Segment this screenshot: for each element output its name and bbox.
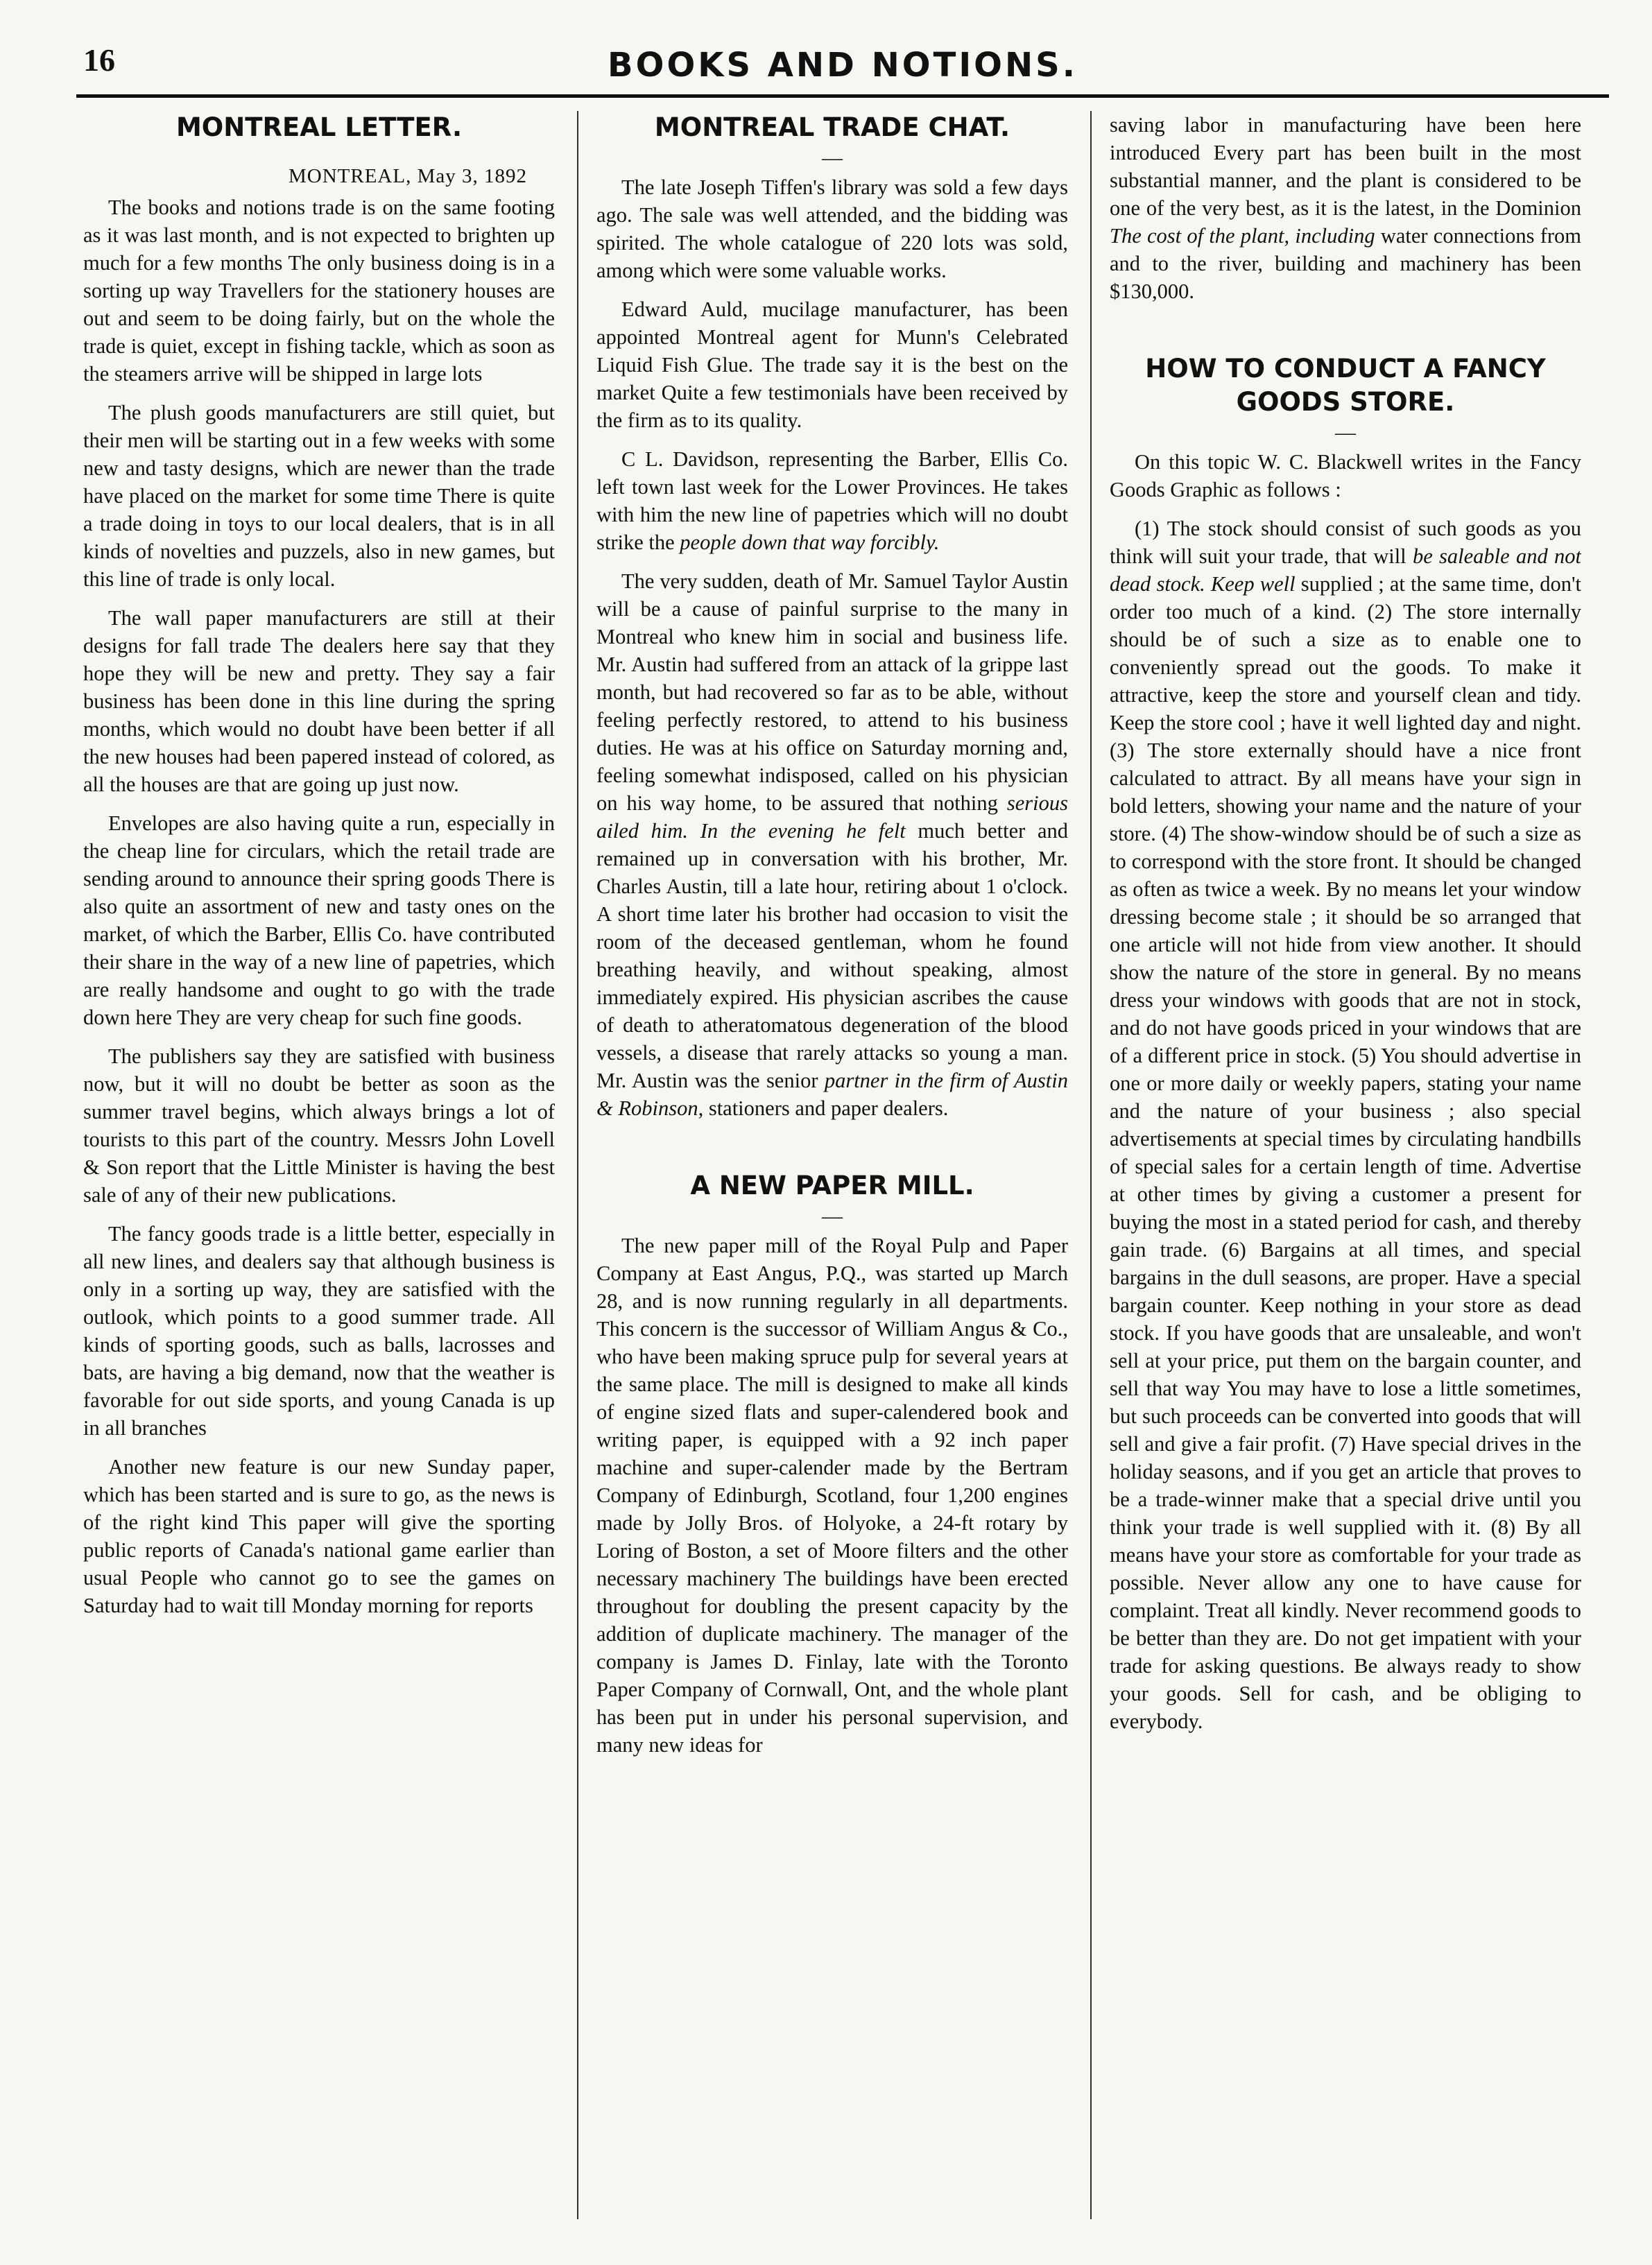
article-title-montreal-trade-chat: MONTREAL TRADE CHAT.: [654, 112, 1010, 142]
paragraph: [596, 445, 1068, 556]
paragraph: [596, 567, 1068, 1122]
text-run: much better and remained up in conversation with his brother, Mr. Charles Austin, till a late hour, retiring about 1 o'clock. A short time later his brother had occasion to visit the room of the deceased gentleman, whom he found breathing heavily, and without speaking, almost immediately expired. His physician ascribes the cause of death to atheratomatous degeneration of the blood vessels, a disease that rarely attacks so young a man. Mr. Austin was the senior: [596, 819, 1068, 1093]
paragraph: The wall paper manufacturers are still at their designs for fall trade The dealers here say that they hope they will be new and pretty. They say a fair business has been done in this line during the spring months, which would no doubt have been better if all the new houses had been papered instead of colored, as all the houses are that are going up just now.: [83, 606, 555, 797]
column-2: [596, 111, 1068, 2233]
paragraph: The plush goods manufacturers are still quiet, but their men will be starting out in a few weeks with some new and tasty designs, which are newer than the trade have placed on the market for some time There is quite a trade doing in toys to our local dealers, that is in all kinds of novelties and puzzels, also in new games, but this line of trade is only local.: [83, 401, 555, 592]
article-title-new-paper-mill: A NEW PAPER MILL.: [690, 1171, 974, 1201]
paragraph: Envelopes are also having quite a run, especially in the cheap line for circulars, which the retail trade are sending around to announce their spring goods There is also quite an assortment of new and tasty ones on the market, of which the Barber, Ellis Co. have contributed their share in the way of a new line of papetries, which are really handsome and ought to go with the trade down here They are very cheap for such fine goods.: [83, 811, 555, 1030]
header-rule: [76, 94, 1609, 98]
italic-run: serious ailed him. In the evening he felt: [596, 791, 1068, 843]
section-gap: [596, 1133, 1068, 1169]
section-gap: [1110, 316, 1581, 352]
paragraph: On this topic W. C. Blackwell writes in the Fancy Goods Graphic as follows :: [1110, 450, 1581, 502]
italic-run: The cost of the plant, including: [1110, 224, 1375, 248]
text-run: (1) The stock should consist of such goods as you think will suit your trade, that will: [1110, 517, 1581, 569]
columns: [83, 111, 1609, 2233]
dateline: MONTREAL, May 3, 1892: [288, 165, 527, 188]
paragraph: The new paper mill of the Royal Pulp and Paper Company at East Angus, P.Q., was started up March 28, and is now running regularly in all departments. This concern is the successor of William Angus & Co., who have been making spruce pulp for several years at the same place. The mill is designed to make all kinds of engine sized flats and super-calendered book and writing paper, is equipped with a 92 inch paper machine and super-calender made by the Bertram Company of Edinburgh, Scotland, four 1,200 engines made by Jolly Bros. of Holyoke, a 24-ft rotary by Loring of Boston, a set of Moore filters and the other necessary machinery The buildings have been erected throughout for doubling the present capacity by the addition of duplicate machinery. The manager of the company is James D. Finlay, late with the Toronto Paper Company of Cornwall, Ont, and the whole plant has been put in under his personal supervision, and many new ideas for: [596, 1234, 1068, 1757]
article-title-fancy-goods-store: HOW TO CONDUCT A FANCY GOODS STORE.: [1145, 354, 1546, 417]
paragraph: [1110, 515, 1581, 1735]
italic-run: people down that way forcibly.: [680, 531, 940, 555]
text-run: C L. Davidson, representing the Barber, Ellis Co. left town last week for the Lower Provinces. He takes with him the new line of papetries which will no doubt strike the: [596, 447, 1068, 555]
text-run: supplied ; at the same time, don't order too much of a kind. (2) The store internally should be of such a size as to enable one to conveniently spread out the goods. To make it attractive, keep the store and yourself clean and tidy. Keep the store cool ; have it well lighted day and night. (3) The store externally should have a nice front calculated to attract. By all means have your sign in bold letters, showing your name and the nature of your store. (4) The show-window should be of such a size as to correspond with the store front. It should be changed as often as twice a week. By no means let your window dressing become stale ; it should be so arranged that one article will not hide from view another. It should show the nature of the store in general. By no means dress your windows with goods that are not in stock, and do not have goods priced in your windows that are of a different price in stock. (5) You should advertise in one or more daily or weekly papers, stating your name and the nature of your business ; also special advertisements at special times by circulating handbills of special sales for a certain length of time. Advertise at other times by giving a customer a present for buying the most in a stated period for cash, and thereby gain trade. (6) Bargains at all times, and special bargains in the dull seasons, are proper. Have a special bargain counter. Keep nothing in your store as dead stock. If you have goods that are unsaleable, and won't sell at your price, put them on the bargain counter, and sell that way You may have to lose a little sometimes, but such proceeds can be converted into goods that will sell and give a fair profit. (7) Have special drives in the holiday seasons, and if you get an article that proves to be a trade-winner make that a special drive until you think your trade is well supplied with it. (8) By all means have your store as comfortable for your trade as possible. Never allow any one to have cause for complaint. Treat all kindly. Never recommend goods to be better than they are. Do not get impatient with your trade for asking questions. Be always ready to show your goods. Sell for cash, and be obliging to everybody.: [1110, 572, 1581, 1734]
running-head: BOOKS AND NOTIONS.: [608, 46, 1078, 85]
text-run: water connections from and to the river, building and machinery has been $130,000.: [1110, 224, 1581, 303]
paragraph: The publishers say they are satisfied with business now, but it will no doubt be better as soon as the summer travel begins, which always brings a lot of tourists to this part of the country. Messrs John Lovell & Son report that the Little Minister is having the best sale of any of their new publications.: [83, 1044, 555, 1207]
page-number: 16: [83, 42, 115, 78]
paragraph: The late Joseph Tiffen's library was sold a few days ago. The sale was well attended, and the bidding was spirited. The whole catalogue of 220 lots was sold, among which were some valuable works.: [596, 175, 1068, 283]
text-run: The very sudden, death of Mr. Samuel Taylor Austin will be a cause of painful surprise to the many in Montreal who knew him in social and business life. Mr. Austin had suffered from an attack of la grippe last month, but had recovered so far as to be able, without feeling perfectly restored, to attend to his business duties. He was at his office on Saturday morning and, feeling somewhat indisposed, called on his physician on his way home, to be assured that nothing: [596, 569, 1068, 816]
paragraph: Another new feature is our new Sunday paper, which has been started and is sure to go, as the news is of the right kind This paper will give the sporting public reports of Canada's national game earlier than usual People who cannot go to see the games on Saturday had to wait till Monday morning for reports: [83, 1455, 555, 1618]
paragraph: The fancy goods trade is a little better, especially in all new lines, and dealers say that although business is only in a sorting up way, they are satisfied with the outlook, which points to a good summer trade. All kinds of sporting goods, such as balls, lacrosses and bats, are having a big demand, now that the weather is favorable for out side sports, and young Canada is up in all branches: [83, 1222, 555, 1440]
paragraph-continued: [1110, 111, 1581, 305]
italic-run: partner in the firm of Austin & Robinson,: [596, 1069, 1068, 1121]
column-divider: [1090, 111, 1092, 2219]
page-header: [76, 28, 1609, 97]
column-1: [83, 111, 555, 2233]
paragraph: Edward Auld, mucilage manufacturer, has been appointed Montreal agent for Munn's Celebrated Liquid Fish Glue. The trade say it is the best on the market Quite a few testimonials have been received by the firm as to its quality.: [596, 298, 1068, 433]
italic-run: be saleable and not dead stock. Keep well: [1110, 544, 1581, 596]
text-run: stationers and paper dealers.: [703, 1096, 949, 1121]
title-dash: —: [822, 146, 843, 170]
title-dash: —: [822, 1205, 843, 1228]
column-3: [1110, 111, 1581, 2233]
title-dash: —: [1335, 421, 1356, 445]
text-run: saving labor in manufacturing have been here introduced Every part has been built in the most substantial manner, and the plant is considered to be one of the very best, as it is the latest, in the Dominion: [1110, 113, 1581, 220]
column-divider: [577, 111, 578, 2219]
article-title-montreal-letter: MONTREAL LETTER.: [175, 112, 463, 142]
paragraph: The books and notions trade is on the same footing as it was last month, and is not expected to brighten up much for a few months The only business doing is in a sorting up way Travellers for the stationery houses are out and seem to be doing fairly, but on the whole the trade is quiet, except in fishing tackle, which as soon as the steamers arrive will be shipped in large lots: [83, 196, 555, 386]
